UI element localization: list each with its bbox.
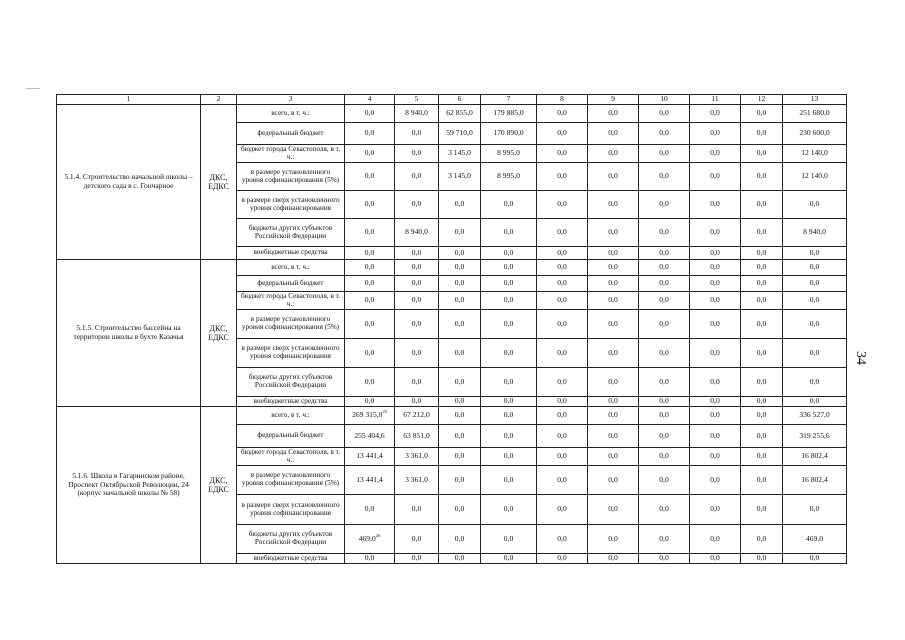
value-text: 269 315,0	[352, 410, 383, 420]
funding-source: всего, в т. ч.:	[237, 407, 345, 425]
value-cell: 0,0	[690, 292, 741, 310]
header-row	[57, 95, 847, 105]
value-cell: 0,0	[439, 339, 481, 368]
value-cell: 13 441,4	[345, 448, 395, 466]
value-cell: 0,0	[741, 339, 783, 368]
value-cell: 0,0	[345, 105, 395, 123]
value-cell: 0,0	[639, 466, 690, 495]
value-cell: 251 680,0	[783, 105, 847, 123]
value-cell: 0,0	[439, 407, 481, 425]
value-cell: 0,0	[783, 191, 847, 219]
value-cell: 0,0	[481, 407, 537, 425]
value-cell: 0,0	[639, 191, 690, 219]
value-cell: 0,0	[345, 397, 395, 407]
responsible-party: ДКС, ЕДКС	[201, 407, 237, 564]
value-cell: 0,0	[639, 554, 690, 564]
value-cell: 0,0	[588, 310, 639, 339]
value-cell: 0,0	[537, 368, 588, 397]
value-cell: 0,0	[439, 448, 481, 466]
value-cell: 0,0	[690, 310, 741, 339]
value-cell: 63 851,0	[395, 425, 439, 448]
value-cell: 0,0	[481, 310, 537, 339]
header-cell: 12	[741, 95, 783, 105]
responsible-party: ДКС, ЕДКС	[201, 260, 237, 407]
value-cell: 0,0	[783, 292, 847, 310]
value-cell: 0,0	[588, 466, 639, 495]
value-cell: 0,0	[639, 525, 690, 554]
value-cell: 0,0	[690, 397, 741, 407]
value-cell: 0,0	[741, 292, 783, 310]
funding-source: в размере сверх установленного уровня софинансирования	[237, 495, 345, 525]
value-cell: 0,0	[537, 425, 588, 448]
header-cell: 2	[201, 95, 237, 105]
value-cell: 0,0	[395, 339, 439, 368]
value-cell: 0,0	[537, 397, 588, 407]
value-cell: 0,0	[741, 247, 783, 260]
value-cell: 0,0	[439, 525, 481, 554]
value-cell: 0,0	[639, 495, 690, 525]
table-row	[57, 407, 847, 425]
value-cell: 0,0	[639, 145, 690, 163]
responsible-party: ДКС, ЕДКС	[201, 105, 237, 260]
funding-source: бюджет города Севастополя, в т. ч.:	[237, 292, 345, 310]
value-cell: 0,0	[741, 191, 783, 219]
funding-source: бюджеты других субъектов Российской Федерации	[237, 525, 345, 554]
value-cell: 0,0	[439, 310, 481, 339]
value-cell: 0,0	[395, 123, 439, 145]
value-cell: 0,0	[588, 292, 639, 310]
value-cell: 0,0	[588, 191, 639, 219]
value-cell: 0,0	[639, 310, 690, 339]
value-cell: 0,0	[690, 466, 741, 495]
value-cell: 8 995,0	[481, 163, 537, 191]
value-cell: 0,0	[345, 554, 395, 564]
value-cell: 0,0	[690, 247, 741, 260]
funding-source: внебюджетные средства	[237, 397, 345, 407]
value-cell: 0,0	[345, 145, 395, 163]
header-cell: 10	[639, 95, 690, 105]
value-cell: 0,0	[395, 292, 439, 310]
value-text: 469,0	[358, 533, 376, 543]
value-cell: 0,0	[481, 466, 537, 495]
value-cell: 0,0	[395, 368, 439, 397]
value-cell: 0,0	[741, 219, 783, 247]
funding-source: внебюджетные средства	[237, 247, 345, 260]
value-cell: 0,0	[588, 123, 639, 145]
value-cell: 0,0	[537, 525, 588, 554]
value-cell: 0,0	[741, 407, 783, 425]
header-cell: 4	[345, 95, 395, 105]
value-cell: 0,0	[588, 407, 639, 425]
funding-source: бюджеты других субъектов Российской Федерации	[237, 219, 345, 247]
funding-source: бюджет города Севастополя, в т. ч.:	[237, 448, 345, 466]
value-cell: 0,0	[537, 191, 588, 219]
value-cell: 8 940,0	[783, 219, 847, 247]
funding-source: в размере сверх установленного уровня софинансирования	[237, 191, 345, 219]
value-cell: 0,0	[439, 425, 481, 448]
value-cell: 0,0	[690, 495, 741, 525]
value-cell: 0,0	[690, 260, 741, 276]
funding-source: всего, в т. ч.:	[237, 105, 345, 123]
value-cell: 0,0	[783, 368, 847, 397]
value-cell: 0,0	[537, 145, 588, 163]
value-cell: 0,0	[439, 368, 481, 397]
header-cell: 11	[690, 95, 741, 105]
value-cell: 0,0	[439, 191, 481, 219]
value-cell: 0,0	[690, 339, 741, 368]
value-cell: 3 361,0	[395, 466, 439, 495]
value-cell: 0,0	[537, 554, 588, 564]
header-cell: 9	[588, 95, 639, 105]
value-cell: 0,0	[345, 310, 395, 339]
value-cell: 59 710,0	[439, 123, 481, 145]
value-cell: 0,0	[345, 495, 395, 525]
value-cell: 0,0	[741, 425, 783, 448]
value-cell: 16 802,4	[783, 466, 847, 495]
value-cell: 8 940,0	[395, 219, 439, 247]
value-cell: 0,0	[439, 292, 481, 310]
value-cell: 0,0	[741, 105, 783, 123]
value-cell: 255 404,6	[345, 425, 395, 448]
value-cell: 0,0	[345, 368, 395, 397]
value-cell: 0,0	[345, 292, 395, 310]
project-name: 5.1.4. Строительство начальной школы – детского сада в с. Гончарное	[57, 105, 201, 260]
value-cell: 0,0	[690, 105, 741, 123]
value-cell: 0,0	[741, 260, 783, 276]
funding-source: внебюджетные средства	[237, 554, 345, 564]
value-cell: 0,0	[481, 247, 537, 260]
value-cell: 0,0	[690, 163, 741, 191]
value-cell	[345, 407, 395, 425]
value-cell: 0,0	[690, 525, 741, 554]
value-cell: 0,0	[588, 554, 639, 564]
value-cell: 0,0	[639, 339, 690, 368]
value-cell: 0,0	[741, 145, 783, 163]
value-cell: 0,0	[741, 466, 783, 495]
value-cell: 12 140,0	[783, 163, 847, 191]
value-cell: 0,0	[439, 219, 481, 247]
value-cell: 0,0	[783, 339, 847, 368]
header-cell: 8	[537, 95, 588, 105]
funding-source: федеральный бюджет	[237, 123, 345, 145]
value-cell	[345, 525, 395, 554]
value-cell: 0,0	[741, 448, 783, 466]
footnote-mark: 26	[375, 532, 381, 538]
value-cell: 0,0	[439, 397, 481, 407]
value-cell: 0,0	[783, 260, 847, 276]
value-cell: 3 361,0	[395, 448, 439, 466]
value-cell: 62 855,0	[439, 105, 481, 123]
value-cell: 0,0	[588, 339, 639, 368]
value-cell: 0,0	[741, 368, 783, 397]
value-cell: 0,0	[395, 525, 439, 554]
page-number: 34	[853, 351, 868, 365]
value-cell: 0,0	[690, 219, 741, 247]
value-cell: 0,0	[690, 276, 741, 292]
value-cell: 0,0	[741, 525, 783, 554]
value-cell: 0,0	[783, 397, 847, 407]
funding-source: федеральный бюджет	[237, 425, 345, 448]
header-cell: 7	[481, 95, 537, 105]
header-cell: 5	[395, 95, 439, 105]
value-cell: 0,0	[639, 219, 690, 247]
value-cell: 0,0	[345, 123, 395, 145]
value-cell: 179 885,0	[481, 105, 537, 123]
value-cell: 0,0	[481, 368, 537, 397]
value-cell: 0,0	[481, 276, 537, 292]
value-cell: 0,0	[439, 247, 481, 260]
value-cell: 0,0	[345, 260, 395, 276]
value-cell: 0,0	[481, 339, 537, 368]
value-cell: 0,0	[741, 123, 783, 145]
value-cell: 0,0	[537, 448, 588, 466]
value-cell: 0,0	[395, 554, 439, 564]
funding-source: федеральный бюджет	[237, 276, 345, 292]
value-cell: 0,0	[783, 310, 847, 339]
value-cell: 0,0	[741, 310, 783, 339]
value-cell: 0,0	[481, 292, 537, 310]
value-cell: 0,0	[345, 339, 395, 368]
value-cell: 0,0	[395, 310, 439, 339]
header-cell: 3	[237, 95, 345, 105]
value-cell: 469,0	[783, 525, 847, 554]
value-cell: 0,0	[588, 105, 639, 123]
value-cell: 0,0	[783, 247, 847, 260]
funding-source: в размере установленного уровня софинансирования (5%)	[237, 163, 345, 191]
value-cell: 0,0	[537, 219, 588, 247]
margin-mark	[26, 88, 40, 89]
value-cell: 0,0	[537, 247, 588, 260]
value-cell: 0,0	[588, 260, 639, 276]
value-cell: 0,0	[741, 397, 783, 407]
value-cell: 8 940,0	[395, 105, 439, 123]
value-cell: 12 140,0	[783, 145, 847, 163]
value-cell: 0,0	[481, 260, 537, 276]
value-cell: 67 212,0	[395, 407, 439, 425]
value-cell: 0,0	[395, 260, 439, 276]
value-cell: 0,0	[537, 123, 588, 145]
value-cell: 0,0	[588, 276, 639, 292]
value-cell: 0,0	[588, 163, 639, 191]
value-cell: 0,0	[639, 425, 690, 448]
funding-source: бюджеты других субъектов Российской Федерации	[237, 368, 345, 397]
project-name: 5.1.6. Школа в Гагаринском районе, Проспект Октябрьской Революции, 24 (корпус начальной школы № 58)	[57, 407, 201, 564]
value-cell: 0,0	[639, 368, 690, 397]
value-cell: 0,0	[481, 425, 537, 448]
value-cell: 0,0	[395, 145, 439, 163]
header-cell: 6	[439, 95, 481, 105]
value-cell: 0,0	[741, 554, 783, 564]
value-cell: 0,0	[588, 368, 639, 397]
value-cell: 0,0	[537, 339, 588, 368]
footnote-mark: 25	[382, 409, 387, 415]
value-cell: 319 255,6	[783, 425, 847, 448]
value-cell: 0,0	[639, 276, 690, 292]
value-cell: 0,0	[639, 292, 690, 310]
value-cell: 0,0	[690, 554, 741, 564]
value-cell: 13 441,4	[345, 466, 395, 495]
value-cell: 0,0	[639, 407, 690, 425]
value-cell: 0,0	[481, 191, 537, 219]
table-row	[57, 260, 847, 276]
value-cell: 0,0	[537, 163, 588, 191]
value-cell: 0,0	[639, 123, 690, 145]
value-cell: 0,0	[395, 191, 439, 219]
header-cell: 1	[57, 95, 201, 105]
value-cell: 0,0	[588, 495, 639, 525]
value-cell: 0,0	[439, 554, 481, 564]
funding-source: в размере установленного уровня софинансирования (5%)	[237, 310, 345, 339]
value-cell: 0,0	[588, 145, 639, 163]
header-cell: 13	[783, 95, 847, 105]
value-cell: 0,0	[395, 495, 439, 525]
value-cell: 3 145,0	[439, 163, 481, 191]
value-cell: 0,0	[741, 276, 783, 292]
value-cell: 0,0	[537, 260, 588, 276]
value-cell: 16 802,4	[783, 448, 847, 466]
value-cell: 0,0	[345, 276, 395, 292]
value-cell: 0,0	[345, 247, 395, 260]
value-cell: 0,0	[481, 397, 537, 407]
value-cell: 0,0	[690, 407, 741, 425]
value-cell: 0,0	[537, 495, 588, 525]
value-cell: 0,0	[588, 247, 639, 260]
value-cell: 0,0	[588, 219, 639, 247]
value-cell: 0,0	[588, 525, 639, 554]
value-cell: 0,0	[639, 448, 690, 466]
value-cell: 0,0	[537, 105, 588, 123]
value-cell: 0,0	[537, 466, 588, 495]
budget-table	[56, 94, 847, 564]
value-cell: 0,0	[783, 495, 847, 525]
value-cell: 0,0	[537, 407, 588, 425]
value-cell: 0,0	[537, 276, 588, 292]
value-cell: 0,0	[783, 276, 847, 292]
value-cell: 0,0	[395, 247, 439, 260]
value-cell: 0,0	[690, 123, 741, 145]
value-cell: 170 890,0	[481, 123, 537, 145]
value-cell: 0,0	[395, 276, 439, 292]
value-cell: 0,0	[639, 247, 690, 260]
value-cell: 0,0	[481, 448, 537, 466]
value-cell: 0,0	[439, 260, 481, 276]
document-page	[56, 94, 846, 564]
value-cell: 336 527,0	[783, 407, 847, 425]
value-cell: 0,0	[741, 495, 783, 525]
value-cell: 0,0	[481, 495, 537, 525]
value-cell: 8 995,0	[481, 145, 537, 163]
funding-source: бюджет города Севастополя, в т. ч.:	[237, 145, 345, 163]
value-cell: 0,0	[439, 495, 481, 525]
value-cell: 3 145,0	[439, 145, 481, 163]
value-cell: 0,0	[639, 397, 690, 407]
value-cell: 0,0	[345, 219, 395, 247]
value-cell: 0,0	[345, 163, 395, 191]
value-cell: 0,0	[588, 397, 639, 407]
value-cell: 0,0	[345, 191, 395, 219]
value-cell: 0,0	[588, 448, 639, 466]
funding-source: всего, в т. ч.:	[237, 260, 345, 276]
value-cell: 0,0	[481, 554, 537, 564]
value-cell: 0,0	[690, 448, 741, 466]
funding-source: в размере сверх установленного уровня софинансирования	[237, 339, 345, 368]
value-cell: 0,0	[639, 163, 690, 191]
funding-source: в размере установленного уровня софинансирования (5%)	[237, 466, 345, 495]
value-cell: 0,0	[439, 276, 481, 292]
value-cell: 0,0	[439, 466, 481, 495]
table-body	[57, 95, 847, 564]
value-cell: 0,0	[741, 163, 783, 191]
value-cell: 230 600,0	[783, 123, 847, 145]
value-cell: 0,0	[690, 368, 741, 397]
value-cell: 0,0	[537, 310, 588, 339]
value-cell: 0,0	[639, 260, 690, 276]
value-cell: 0,0	[690, 191, 741, 219]
value-cell: 0,0	[690, 425, 741, 448]
value-cell: 0,0	[690, 145, 741, 163]
value-cell: 0,0	[537, 292, 588, 310]
value-cell: 0,0	[783, 554, 847, 564]
value-cell: 0,0	[481, 525, 537, 554]
project-name: 5.1.5. Строительство бассейна на территории школы в бухте Казачья	[57, 260, 201, 407]
value-cell: 0,0	[395, 163, 439, 191]
value-cell: 0,0	[481, 219, 537, 247]
value-cell: 0,0	[395, 397, 439, 407]
value-cell: 0,0	[639, 105, 690, 123]
value-cell: 0,0	[588, 425, 639, 448]
table-row	[57, 105, 847, 123]
